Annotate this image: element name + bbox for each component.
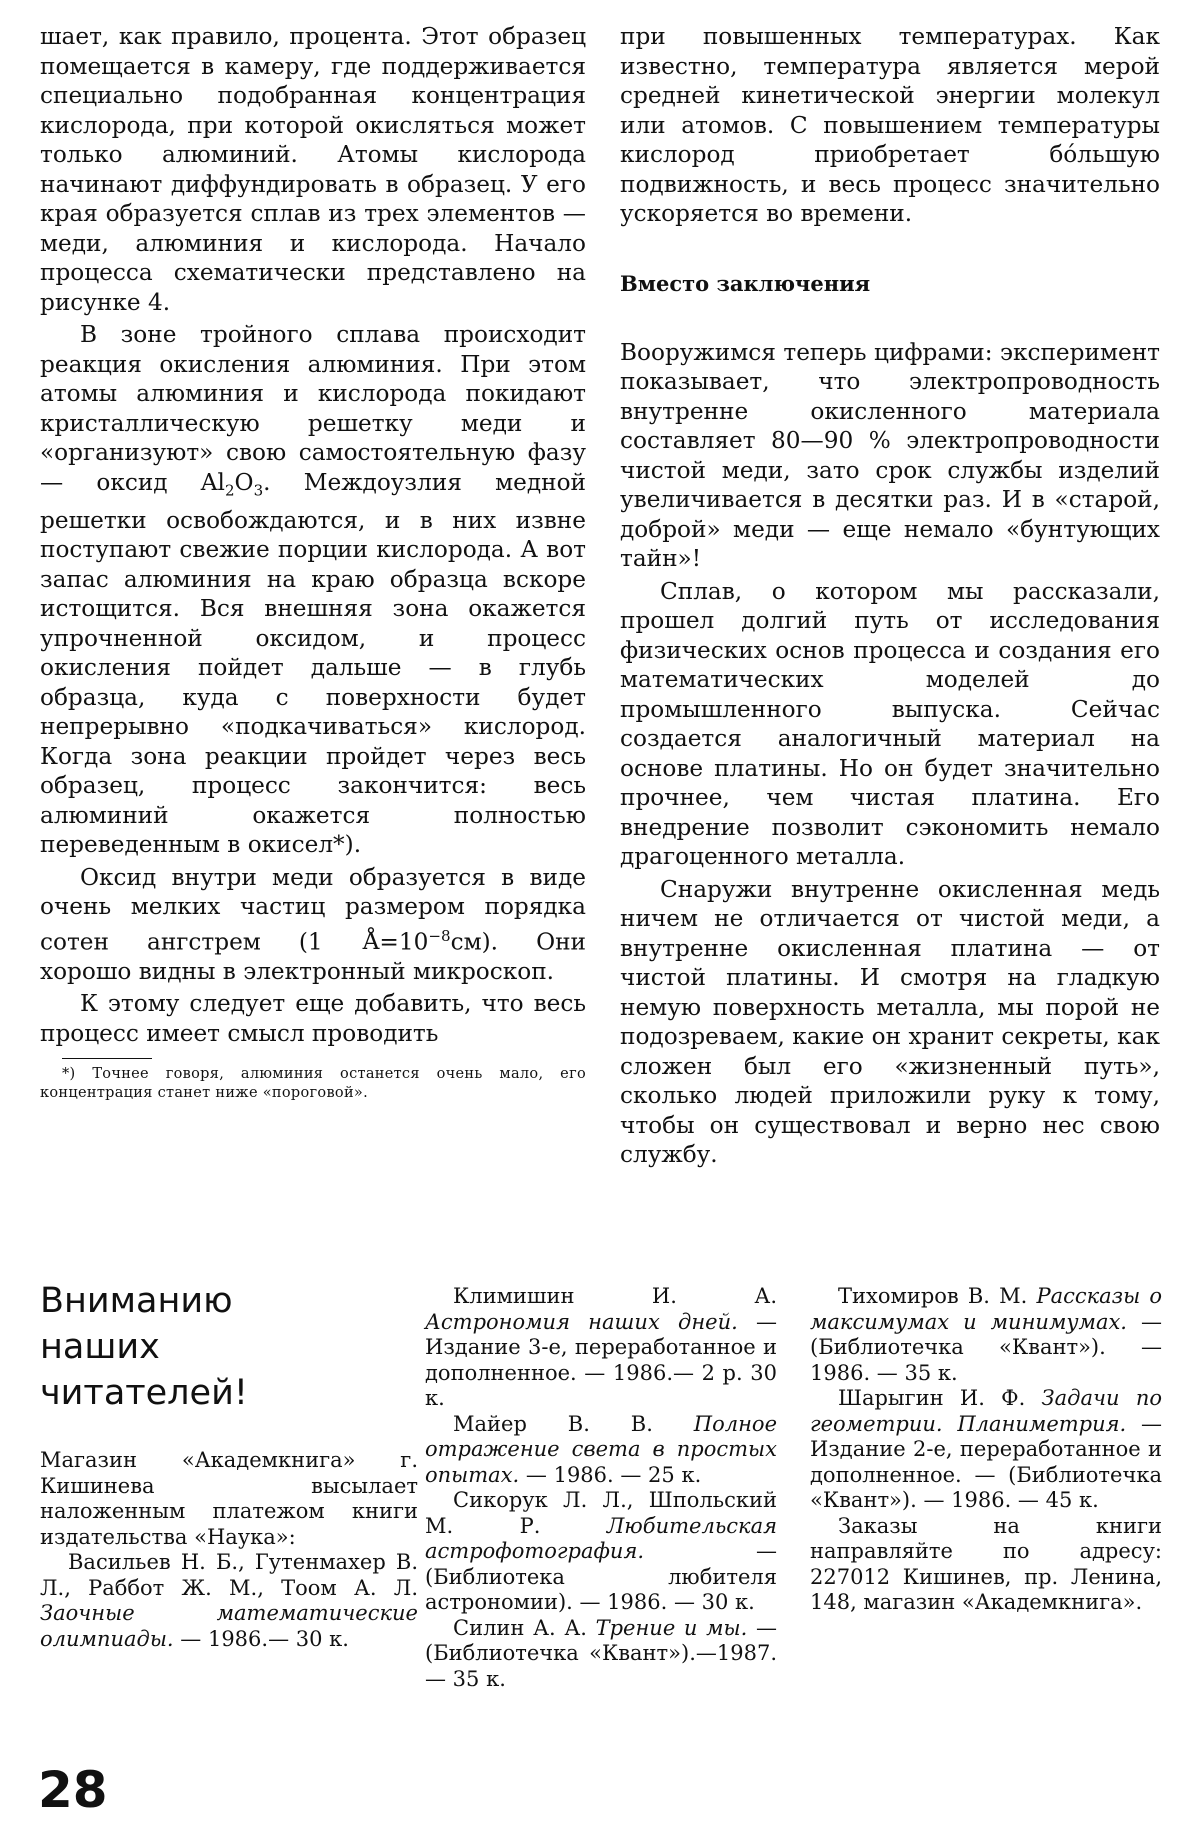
paragraph: шает, как правило, процента. Этот образец помещается в камеру, где поддерживается специально подобранная концентрация кислорода, при которой окисляться может только алюминий. Атомы кислорода начинают диффундировать в образец. У его края образуется сплав из трех элементов — меди, алюминия и кислорода. Начало процесса схематически представлено на рисунке 4.	[40, 23, 586, 316]
book-title: Заочные математические олимпиады.	[40, 1601, 418, 1651]
book-title: Астрономия наших дней.	[425, 1309, 738, 1334]
book-entry	[425, 1412, 777, 1489]
article-left-column	[40, 22, 586, 1103]
book-title: Трение и мы.	[595, 1615, 748, 1640]
book-title: Полное отражение света в простых опытах.	[425, 1411, 777, 1487]
book-details: — 1986.— 30 к.	[173, 1626, 349, 1651]
book-entry	[425, 1284, 777, 1412]
book-details: — (Библиотечка «Квант»). — 1986. — 35 к.	[810, 1309, 1162, 1385]
paragraph	[40, 863, 586, 987]
notice-intro: Магазин «Академкнига» г. Кишинева высылает наложенным платежом книги издательства «Наука»:	[40, 1448, 418, 1549]
book-authors: Васильев Н. Б., Гутенмахер В. Л., Раббот Ж. М., Тоом А. Л.	[40, 1550, 418, 1600]
paragraph-text: В зоне тройного сплава происходит реакция окисления алюминия. При этом атомы алюминия и кислорода покидают кристаллическую решетку меди и «организуют» свою самостоятельную фазу — оксид Al	[40, 321, 586, 496]
section-heading: Вместо заключения	[620, 270, 871, 296]
paragraph-text: . Междоузлия медной решетки освобождаются, и в них извне поступают свежие порции кислорода. А вот запас алюминия на краю образца вскоре истощится. Вся внешняя зона окажется упрочненной оксидом, и процесс окисления пойдет дальше — в глубь образца, куда с поверхности будет непрерывно «подкачиваться» кислород. Когда зона реакции пройдет через весь образец, процесс закончится: весь алюминий окажется полностью переведенным в окисел*).	[40, 468, 586, 859]
book-entry	[425, 1616, 777, 1693]
footnote-text: *) Точнее говоря, алюминия останется очень мало, его концентрация станет ниже «пороговой».	[40, 1066, 586, 1102]
formula-part: =10	[379, 928, 429, 956]
notice-closing: Заказы на книги направляйте по адресу: 227012 Кишинев, пр. Ленина, 148, магазин «Академкнига».	[810, 1513, 1162, 1614]
book-title: Любительская астрофотография.	[425, 1513, 777, 1563]
book-title: Задачи по геометрии. Планиметрия.	[810, 1386, 1162, 1436]
book-entry	[810, 1386, 1162, 1514]
book-authors: Майер В. В.	[453, 1411, 694, 1436]
book-details: — 1986. — 25 к.	[519, 1462, 702, 1487]
book-details: — Издание 3-е, переработанное и дополненное. — 1986.— 2 р. 30 к.	[425, 1309, 777, 1410]
book-entry	[425, 1488, 777, 1616]
book-authors: Силин А. А.	[453, 1615, 596, 1640]
subscript: 2	[224, 481, 235, 500]
footnote	[40, 1065, 586, 1103]
notice-title: Вниманию наших читателей!	[40, 1281, 248, 1413]
angstrom-symbol: Å	[362, 928, 380, 956]
paragraph-text: Оксид внутри меди образуется в виде очень мелких частиц размером порядка сотен ангстрем (1	[40, 863, 586, 956]
paragraph: Вооружимся теперь цифрами: эксперимент показывает, что электропроводность внутренне окисленного материала составляет 80—90 % электропроводности чистой меди, зато срок службы изделий увеличивается в десятки раз. И в «старой, доброй» меди — еще немало «бунтующих тайн»!	[620, 338, 1160, 572]
notice-column-2	[425, 1284, 777, 1692]
formula-part: O	[234, 468, 254, 496]
book-entry	[810, 1284, 1162, 1386]
book-title: Рассказы о максимумах и минимумах.	[810, 1284, 1163, 1334]
article-right-column	[620, 22, 1160, 1170]
superscript: −8	[428, 926, 451, 945]
book-authors: Климишин И. А.	[453, 1284, 777, 1308]
book-details: — (Библиотечка «Квант»).—1987. — 35 к.	[425, 1615, 777, 1691]
book-details: — Издание 2-е, переработанное и дополненное. — (Библиотечка «Квант»). — 1986. — 45 к.	[810, 1411, 1162, 1512]
notice-column-3	[810, 1284, 1162, 1616]
paragraph: при повышенных температурах. Как известно, температура является мерой средней кинетической энергии молекул или атомов. С повышением температуры кислород приобретает бóльшую подвижность, и весь процесс значительно ускоряется во времени.	[620, 23, 1160, 227]
paragraph: Снаружи внутренне окисленная медь ничем не отличается от чистой меди, а внутренне окисленная платина — от чистой платины. И смотря на гладкую немую поверхность металла, мы порой не подозреваем, какие он хранит секреты, как сложен был его «жизненный путь», сколько людей приложили руку к тому, чтобы он существовал и верно нес свою службу.	[620, 875, 1160, 1168]
book-authors: Шарыгин И. Ф.	[838, 1386, 1042, 1410]
page-number: 28	[38, 1761, 108, 1819]
subscript: 3	[253, 481, 264, 500]
paragraph	[40, 320, 586, 860]
notice-column-1	[40, 1448, 418, 1652]
book-details: — (Библиотека любителя астрономии). — 1986. — 30 к.	[425, 1539, 777, 1614]
book-entry	[40, 1550, 418, 1652]
paragraph: К этому следует еще добавить, что весь процесс имеет смысл проводить	[40, 990, 586, 1047]
book-authors: Сикорук Л. Л., Шпольский М. Р.	[425, 1488, 777, 1538]
paragraph-text: см). Они хорошо видны в электронный микроскоп.	[40, 928, 586, 985]
book-authors: Тихомиров В. М.	[838, 1284, 1037, 1308]
footnote-divider	[62, 1058, 152, 1059]
paragraph: Сплав, о котором мы рассказали, прошел долгий путь от исследования физических основ процесса и создания его математических моделей до промышленного выпуска. Сейчас создается аналогичный материал на основе платины. Но он будет значительно прочнее, чем чистая платина. Его внедрение позволит сэкономить немало драгоценного металла.	[620, 577, 1160, 870]
